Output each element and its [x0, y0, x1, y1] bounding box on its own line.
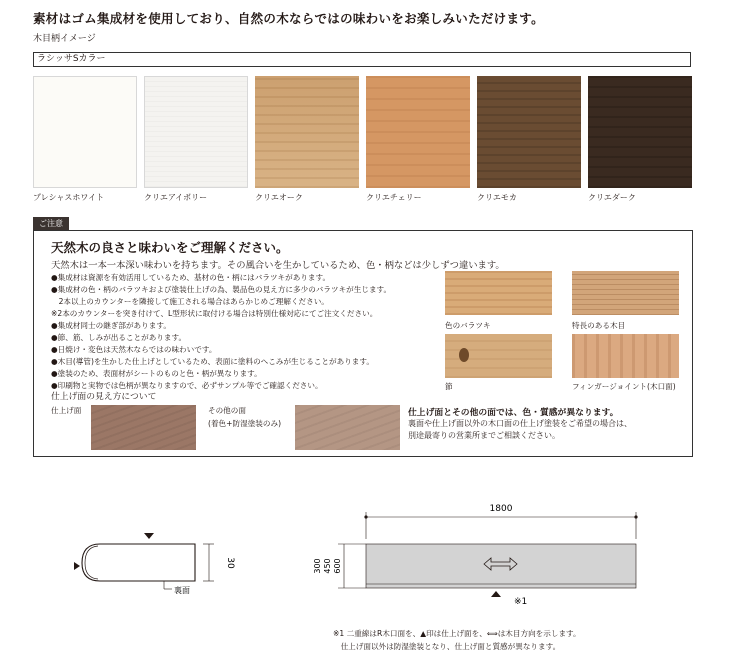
footnote [333, 627, 581, 653]
notice-bullet: ●集成材同士の継ぎ部があります。 [51, 321, 171, 330]
notice-bullet: ●木目(導管)を生かした仕上げとしているため、表面に塗料のへこみが生じることがあります。 [51, 357, 374, 366]
depth-dimension-label: 450 [323, 558, 332, 574]
finish-mark-icon [491, 591, 501, 597]
color-swatch [255, 76, 359, 188]
notice-lead: 天然木は一本一本深い味わいを持ちます。その風合いを生かしているため、色・柄などは少しずつ違います。 [51, 260, 505, 271]
other-surface-sample [295, 405, 400, 450]
sample-color-variation [445, 271, 552, 315]
notice-bullet: ●日焼け・変色は天然木ならではの味わいです。 [51, 345, 217, 354]
notice-bullet: ●集成材は資源を有効活用しているため、基材の色・柄にはバラツキがあります。 [51, 273, 331, 282]
section-depth-label: 30 [225, 557, 235, 569]
depth-dimension-label: 300 [313, 558, 322, 574]
swatch-label: クリエダーク [588, 193, 636, 202]
footnote-line: ※1 二重線はR木口面を、▲印は仕上げ面を、⟺は木目方向を示します。 [333, 629, 581, 638]
sample-finger-joint [572, 334, 679, 378]
finish-surface-sample [91, 405, 196, 450]
color-swatch [144, 76, 248, 188]
note-mark-label: ※1 [514, 597, 528, 607]
color-swatch [477, 76, 581, 188]
finish-note-body [408, 418, 632, 442]
sample-label: 特長のある木目 [572, 321, 626, 330]
finish-heading: 仕上げ面の見え方について [51, 392, 157, 402]
swatch-label: クリエオーク [255, 193, 303, 202]
sample-knot [445, 334, 552, 378]
notice-bullet: 2本以上のカウンターを隣接して施工される場合はあらかじめご理解ください。 [51, 297, 329, 306]
sample-label: 節 [445, 382, 453, 391]
width-dimension-label: 1800 [489, 504, 513, 514]
notice-bullet: ●塗装のため、表面材がシートのものと色・柄が異なります。 [51, 369, 262, 378]
finish-note-title: 仕上げ面とその他の面では、色・質感が異なります。 [408, 408, 619, 418]
other-surface-sublabel: (着色+防湿塗装のみ) [208, 419, 282, 428]
cross-section-diagram [60, 530, 260, 605]
knot-mark [459, 348, 469, 362]
swatch-label: クリエチェリー [366, 193, 422, 202]
finish-note-line: 裏面や仕上げ面以外の木口面の仕上げ塗装をご希望の場合は、 [408, 419, 632, 428]
color-swatch [588, 76, 692, 188]
color-swatch [33, 76, 137, 188]
other-surface-label: その他の面 [208, 406, 246, 415]
wood-grain-subheading: 木目柄イメージ [33, 34, 96, 44]
swatch-label: クリエモカ [477, 193, 517, 202]
finish-note-line: 別途最寄りの営業所までご相談ください。 [408, 431, 560, 440]
finish-surface-label: 仕上げ面 [51, 406, 82, 415]
edge-finish-mark-icon [74, 562, 80, 570]
color-series-label: ラシッサSカラー [37, 54, 106, 64]
footnote-line: 仕上げ面以外は防湿塗装となり、仕上げ面と質感が異なります。 [333, 642, 561, 651]
color-swatch [366, 76, 470, 188]
back-side-label: 裏面 [174, 586, 190, 595]
depth-dimension-label: 600 [333, 558, 342, 574]
finish-mark-icon [144, 533, 154, 539]
page-headline: 素材はゴム集成材を使用しており、自然の木ならではの味わいをお楽しみいただけます。 [33, 11, 544, 26]
swatch-label: プレシャスホワイト [33, 193, 105, 202]
notice-bullet: ●集成材の色・柄のバラツキおよび塗装仕上げの為、製品色の見え方に多少のバラツキが生じます。 [51, 285, 392, 294]
notice-bullet: ●節、筋、しみが出ることがあります。 [51, 333, 187, 342]
counter-cross-section [82, 544, 195, 581]
color-series-bar [33, 52, 691, 67]
sample-label: フィンガージョイント(木口面) [572, 382, 676, 391]
notice-title: 天然木の良さと味わいをご理解ください。 [51, 240, 289, 255]
plan-view-diagram [296, 495, 656, 613]
swatch-label: クリエアイボリー [144, 193, 208, 202]
notice-tag: ご注意 [33, 217, 69, 230]
notice-bullet: ※2本のカウンターを突き付けて、L型形状に取付ける場合は特別仕様対応にてご注文ください。 [51, 309, 378, 318]
sample-label: 色のバラツキ [445, 321, 491, 330]
sample-distinct-grain [572, 271, 679, 315]
notice-bullet: ●印刷物と実物では色柄が異なりますので、必ずサンプル等でご確認ください。 [51, 381, 323, 390]
